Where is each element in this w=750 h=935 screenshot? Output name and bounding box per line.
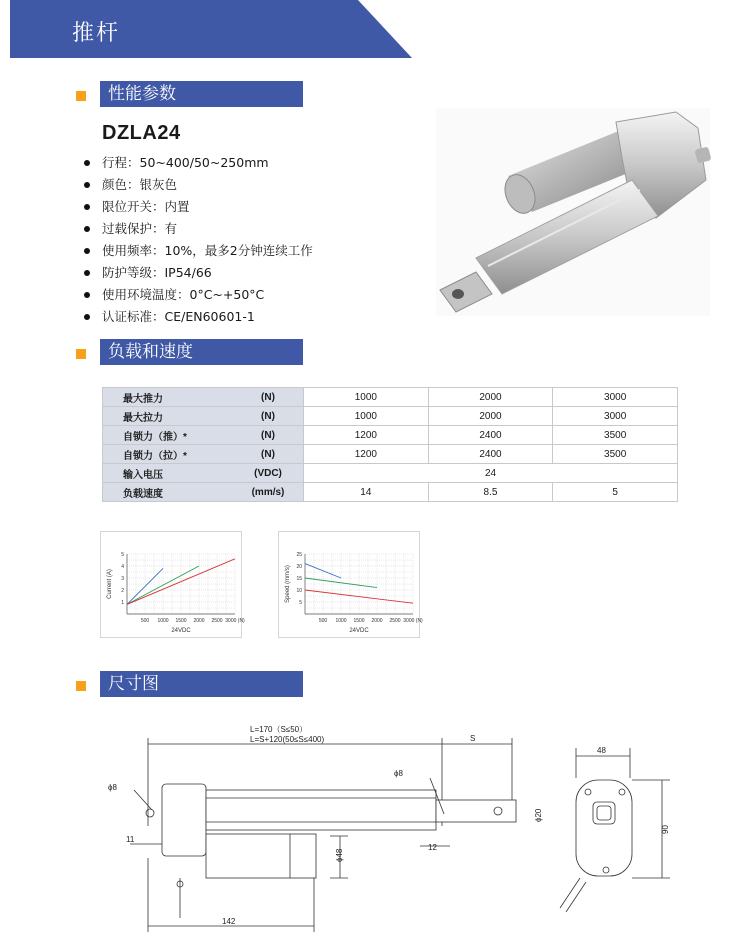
current-chart-box [100, 531, 245, 638]
dim-label-phi8-right: ϕ8 [394, 769, 403, 778]
table-cell: 2000 [428, 388, 553, 407]
header-banner [0, 0, 750, 58]
spec-item: 使用环境温度：0°C~+50°C [84, 284, 313, 306]
load-speed-table [102, 387, 678, 502]
dim-label-len1: L=170（S≤50） [250, 725, 308, 734]
x-tick-label: 2000 [371, 618, 383, 624]
table-cell: 3500 [553, 426, 678, 445]
table-row [103, 464, 678, 483]
dim-label-48-vert: ϕ48 [335, 848, 344, 862]
table-row [103, 407, 678, 426]
dim-label-len2: L=S+120(50≤S≤400) [250, 735, 325, 744]
y-tick-label: 4 [121, 564, 124, 570]
product-photo [436, 108, 710, 316]
dim-label-90: 90 [661, 825, 670, 834]
spec-item: 行程：50~400/50~250mm [84, 152, 313, 174]
row-unit: (VDC) [233, 464, 304, 483]
section-marker [76, 91, 86, 101]
row-unit: (N) [233, 407, 304, 426]
speed-chart [279, 532, 423, 637]
table-cell: 24 [304, 464, 678, 483]
x-axis-label: 24VDC [171, 628, 191, 634]
table-row [103, 426, 678, 445]
x-tick-label: 500 [140, 618, 150, 624]
table-row [103, 388, 678, 407]
series-line-red [305, 590, 413, 603]
x-tick-label: 1000 [157, 618, 169, 624]
table-cell: 3500 [553, 445, 678, 464]
row-unit: (N) [233, 426, 304, 445]
x-tick-label: 3000 (N) [225, 618, 245, 624]
y-tick-label: 25 [296, 552, 302, 558]
x-tick-label: 1500 [353, 618, 365, 624]
dim-label-phi8-left: ϕ8 [108, 783, 117, 792]
table-cell: 1000 [304, 407, 429, 426]
x-axis-label: 24VDC [349, 628, 369, 634]
spec-item: 颜色：银灰色 [84, 174, 313, 196]
dim-label-11: 11 [126, 835, 135, 844]
x-tick-label: 2000 [193, 618, 205, 624]
row-unit: (mm/s) [233, 483, 304, 502]
product-model: DZLA24 [102, 122, 181, 144]
table-cell: 14 [304, 483, 429, 502]
dim-label-12: 12 [428, 843, 437, 852]
y-axis-label: Current (A) [107, 569, 113, 599]
spec-list [84, 152, 313, 328]
current-chart [101, 532, 245, 637]
row-label: 最大推力 [103, 388, 234, 407]
table-row [103, 445, 678, 464]
spec-item: 过载保护：有 [84, 218, 313, 240]
dim-label-stroke: S [470, 734, 476, 743]
spec-item: 防护等级：IP54/66 [84, 262, 313, 284]
spec-item: 认证标准：CE/EN60601-1 [84, 306, 313, 328]
x-tick-label: 1500 [175, 618, 187, 624]
section-title-load-speed: 负载和速度 [100, 339, 303, 365]
row-label: 自锁力（推）* [103, 426, 234, 445]
row-label: 自锁力（拉）* [103, 445, 234, 464]
y-tick-label: 2 [121, 588, 124, 594]
y-tick-label: 3 [121, 576, 124, 582]
y-tick-label: 15 [296, 576, 302, 582]
y-tick-label: 20 [296, 564, 302, 570]
row-label: 输入电压 [103, 464, 234, 483]
dim-label-142: 142 [222, 917, 236, 926]
series-line-red [127, 559, 235, 605]
dimension-drawing [90, 718, 690, 933]
table-cell: 1200 [304, 445, 429, 464]
table-cell: 3000 [553, 388, 678, 407]
y-tick-label: 10 [296, 588, 302, 594]
x-tick-label: 2500 [389, 618, 401, 624]
speed-chart-box [278, 531, 423, 638]
dim-label-48: 48 [597, 746, 606, 755]
table-cell: 2400 [428, 445, 553, 464]
x-tick-label: 1000 [335, 618, 347, 624]
x-tick-label: 500 [318, 618, 328, 624]
row-label: 负载速度 [103, 483, 234, 502]
row-label: 最大拉力 [103, 407, 234, 426]
y-tick-label: 5 [121, 552, 124, 558]
table-cell: 5 [553, 483, 678, 502]
x-tick-label: 3000 (N) [403, 618, 423, 624]
table-row [103, 483, 678, 502]
row-unit: (N) [233, 445, 304, 464]
section-title-dimensions: 尺寸图 [100, 671, 303, 697]
table-cell: 2400 [428, 426, 553, 445]
section-marker [76, 349, 86, 359]
spec-item: 限位开关：内置 [84, 196, 313, 218]
table-cell: 8.5 [428, 483, 553, 502]
section-title-performance: 性能参数 [100, 81, 303, 107]
table-cell: 3000 [553, 407, 678, 426]
table-cell: 1200 [304, 426, 429, 445]
y-tick-label: 5 [299, 600, 302, 606]
x-tick-label: 2500 [211, 618, 223, 624]
page-title: 推杆 [72, 21, 121, 46]
y-tick-label: 1 [121, 600, 124, 606]
dim-label-20: ϕ20 [534, 808, 543, 822]
section-marker [76, 681, 86, 691]
table-cell: 1000 [304, 388, 429, 407]
row-unit: (N) [233, 388, 304, 407]
table-cell: 2000 [428, 407, 553, 426]
spec-item: 使用频率：10%，最多2分钟连续工作 [84, 240, 313, 262]
y-axis-label: Speed (mm/s) [285, 565, 291, 603]
